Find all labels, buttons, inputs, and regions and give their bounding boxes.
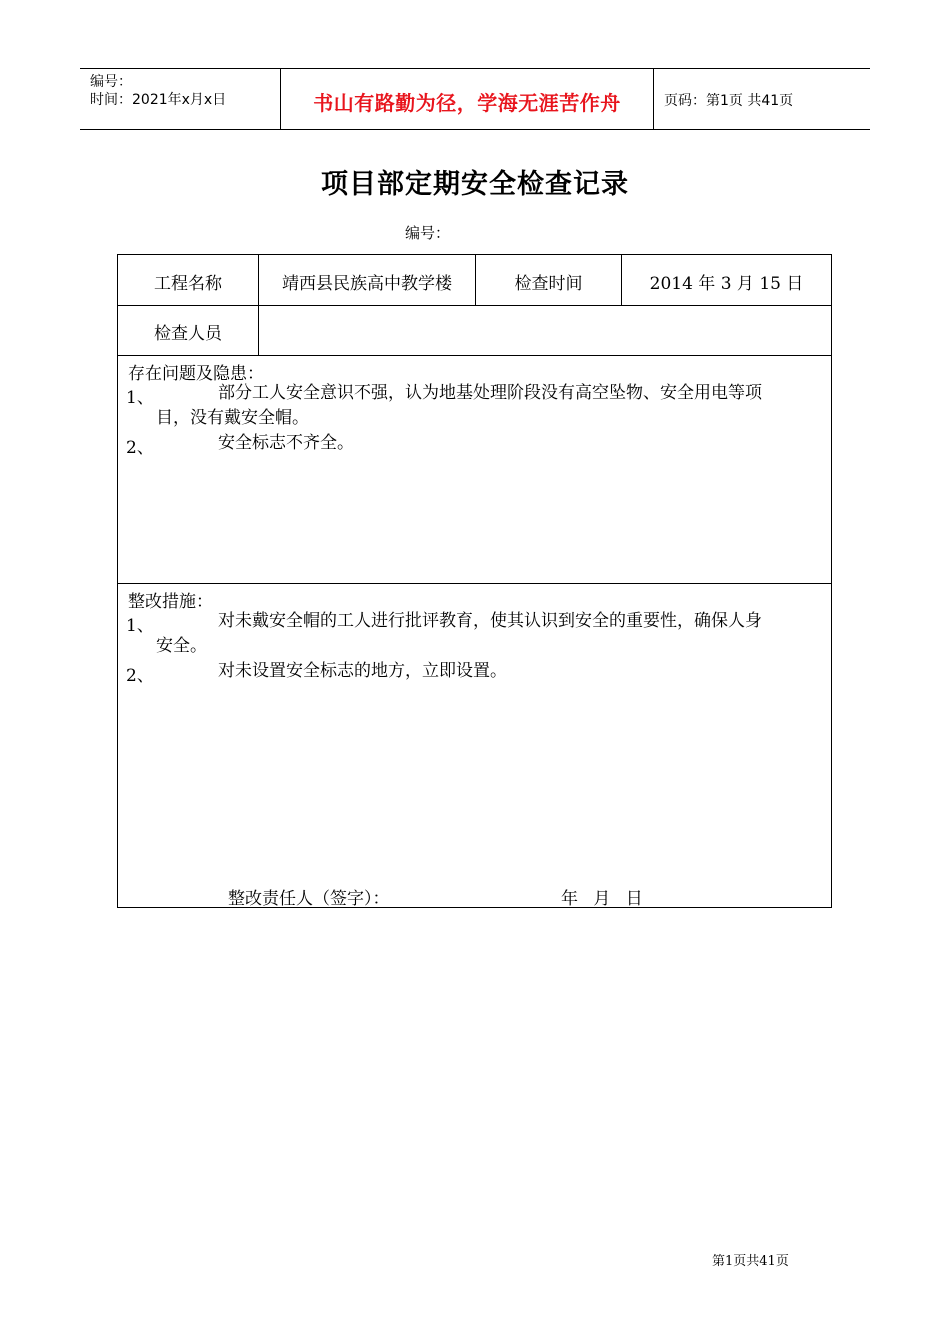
header-motto-cell [281,69,654,129]
project-name-label: 工程名称 [154,274,222,294]
measure-number: 1、 [126,616,154,636]
check-time-value: 2014 年 3 月 15 日 [649,274,804,294]
problem-item-line: 目，没有戴安全帽。 [156,408,309,428]
page-footer: 第1页共41页 [712,1254,789,1269]
header-motto: 书山有路勤为径，学海无涯苦作舟 [313,91,621,115]
header-serial-label: 编号： [90,74,132,90]
serial-label: 编号： [405,224,451,242]
grid-line [118,305,831,306]
project-name-value: 靖西县民族高中教学楼 [282,274,452,294]
inspection-form [117,254,832,908]
inspector-label: 检查人员 [154,324,222,344]
problem-item-line: 安全标志不齐全。 [218,433,354,453]
header-page-cell [654,69,870,129]
measures-title: 整改措施： [128,592,213,612]
problems-title: 存在问题及隐患： [128,364,264,384]
grid-line [118,355,831,356]
grid-line [118,583,831,584]
measure-number: 2、 [126,666,154,686]
header-page-info: 页码：第1页 共41页 [664,93,794,109]
document-title: 项目部定期安全检查记录 [321,169,629,200]
check-time-label: 检查时间 [514,274,583,294]
problem-number: 1、 [126,388,154,408]
header-left-cell [80,69,281,129]
problem-number: 2、 [126,438,154,458]
measure-item-line: 对未设置安全标志的地方，立即设置。 [218,661,507,681]
responsible-signature-label: 整改责任人（签字）： [228,889,390,909]
signature-date: 年 月 日 [561,889,643,909]
header-time-label: 时间：2021年x月x日 [90,92,227,108]
measure-item-line: 对未戴安全帽的工人进行批评教育，使其认识到安全的重要性，确保人身 [218,611,762,631]
measure-item-line: 安全。 [156,636,207,656]
problem-item-line: 部分工人安全意识不强，认为地基处理阶段没有高空坠物、安全用电等项 [218,383,762,403]
page-header [80,68,870,130]
